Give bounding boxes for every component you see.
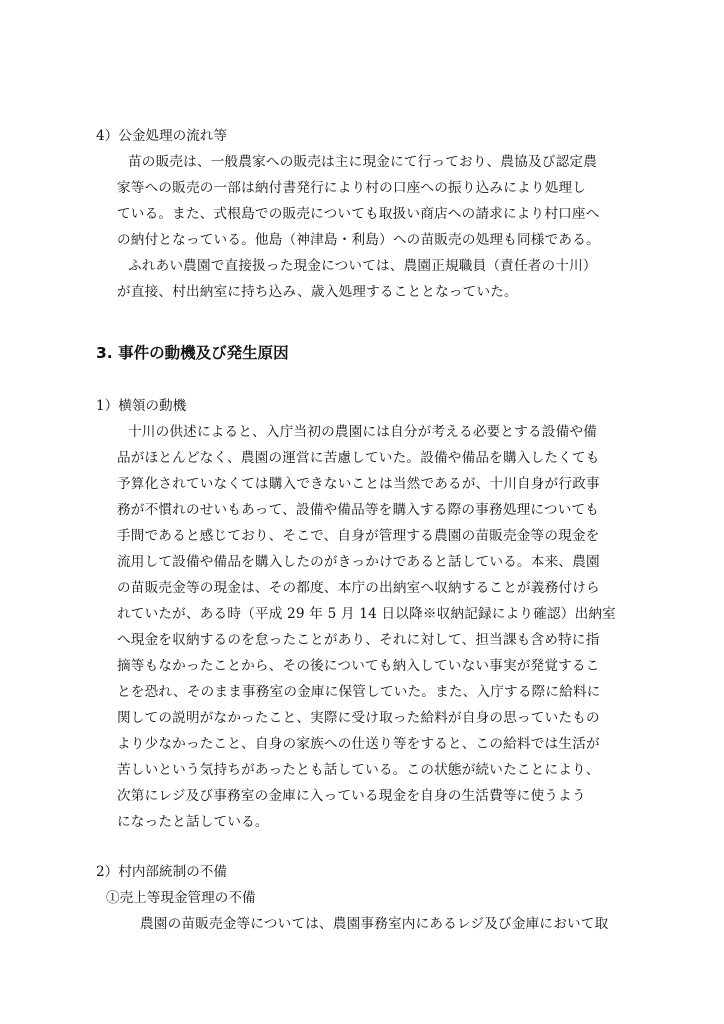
section-4-line-4: の納付となっている。他島（神津島・利島）への苗販売の処理も同様である。 <box>117 232 600 248</box>
subsection-1-line-9: へ現金を収納するのを怠ったことがあり、それに対して、担当課も含め特に指 <box>117 632 600 648</box>
subsection-1-line-2: 品がほとんどなく、農園の運営に苦慮していた。設備や備品を購入したくても <box>117 450 600 466</box>
subsection-1-line-4: 務が不慣れのせいもあって、設備や備品等を購入する際の事務処理についても <box>117 502 600 518</box>
item-1-line-1: 農園の苗販売金等については、農園事務室内にあるレジ及び金庫において取 <box>140 916 609 932</box>
subsection-1-line-10: 摘等もなかったことから、その後についても納入していない事実が発覚するこ <box>117 658 600 674</box>
subsection-1-line-6: 流用して設備や備品を購入したのがきっかけであると話している。本来、農園 <box>117 554 600 570</box>
section-4-line-5: ふれあい農園で直接扱った現金については、農園正規職員（責任者の十川） <box>128 258 597 274</box>
section-4-line-1: 苗の販売は、一般農家への販売は主に現金にて行っており、農協及び認定農 <box>128 154 597 170</box>
subsection-1-line-8: れていたが、ある時（平成 29 年 5 月 14 日以降※収納記録により確認）出納室 <box>117 606 616 622</box>
subsection-1-line-1: 十川の供述によると、入庁当初の農園には自分が考える必要とする設備や備 <box>128 424 597 440</box>
section-4-line-2: 家等への販売の一部は納付書発行により村の口座への振り込みにより処理し <box>117 180 586 196</box>
subsection-1-line-7: の苗販売金等の現金は、その都度、本庁の出納室へ収納することが義務付けら <box>117 580 600 596</box>
subsection-1-line-14: 苦しいという気持ちがあったとも話している。この状態が続いたことにより、 <box>117 762 600 778</box>
section-3-heading: 3. 事件の動機及び発生原因 <box>96 344 289 362</box>
section-4-line-6: が直接、村出納室に持ち込み、歳入処理することとなっていた。 <box>117 284 518 300</box>
subsection-1-line-3: 予算化されていなくては購入できないことは当然であるが、十川自身が行政事 <box>117 476 600 492</box>
subsection-1-line-15: 次第にレジ及び事務室の金庫に入っている現金を自身の生活費等に使うよう <box>117 788 586 804</box>
section-4-line-3: ている。また、式根島での販売についても取扱い商店への請求により村口座へ <box>117 206 600 222</box>
section-4-heading: 4）公金処理の流れ等 <box>96 128 227 144</box>
subsection-2-heading: 2）村内部統制の不備 <box>96 864 227 880</box>
item-1-heading: ①売上等現金管理の不備 <box>106 890 256 906</box>
subsection-1-heading: 1）横領の動機 <box>96 398 187 414</box>
subsection-1-line-13: より少なかったこと、自身の家族への仕送り等をすると、この給料では生活が <box>117 736 600 752</box>
subsection-1-line-11: とを恐れ、そのまま事務室の金庫に保管していた。また、入庁する際に給料に <box>117 684 601 700</box>
subsection-1-line-12: 関しての説明がなかったこと、実際に受け取った給料が自身の思っていたもの <box>117 710 600 726</box>
subsection-1-line-5: 手間であると感じており、そこで、自身が管理する農園の苗販売金等の現金を <box>117 528 600 544</box>
subsection-1-line-16: になったと話している。 <box>117 814 269 830</box>
